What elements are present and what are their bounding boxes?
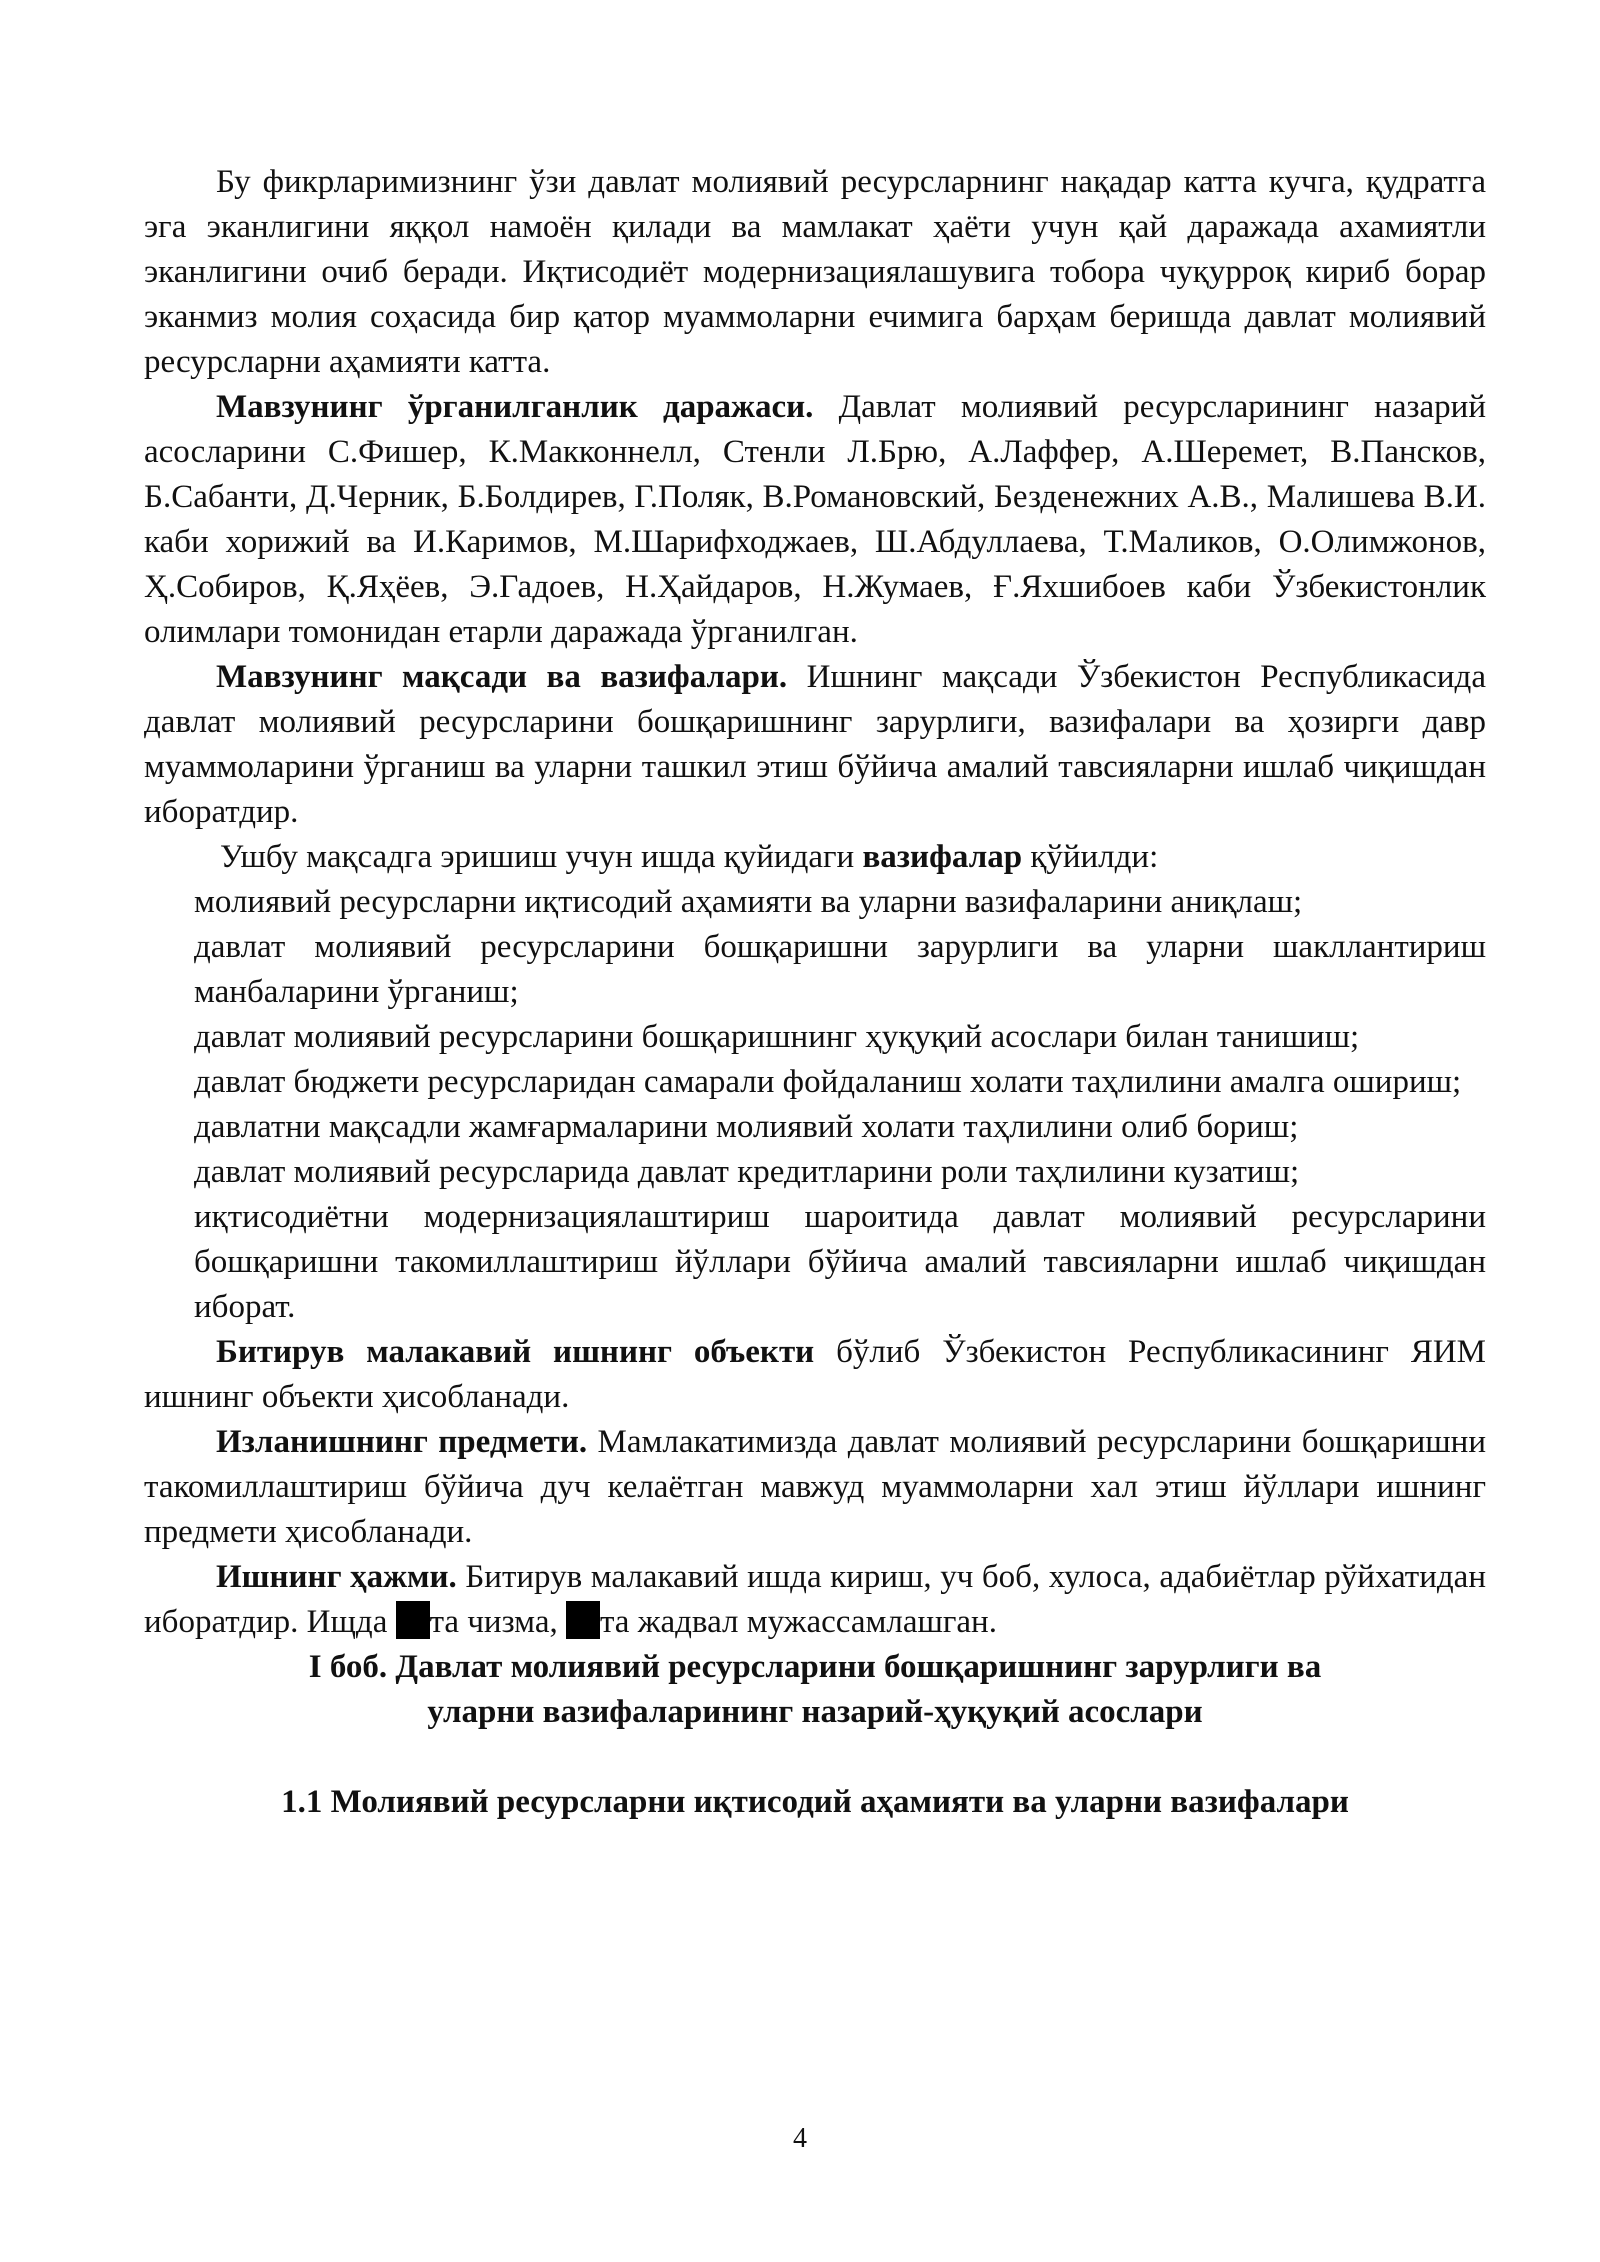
section-heading: 1.1 Молиявий ресурсларни иқтисодий аҳамияти ва уларни вазифалари — [281, 1784, 1349, 1820]
paragraph-subject — [144, 1420, 1486, 1555]
list-item — [144, 1105, 1486, 1150]
tasks-list — [144, 880, 1486, 1330]
list-item-text: иқтисодиётни модернизациялаштириш шароитида давлат молиявий ресурсларини бошқаришни такомиллаштириш йўллари бўйича амалий тавсияларни ишлаб чиқишдан иборат. — [194, 1199, 1486, 1325]
chapter-heading-line-2: уларни вазифаларининг назарий-ҳуқуқий асослари — [427, 1694, 1203, 1730]
list-item — [144, 880, 1486, 925]
list-item — [144, 925, 1486, 1015]
redaction-block — [566, 1601, 600, 1639]
object-title: Битирув малакавий ишнинг объекти — [216, 1334, 815, 1370]
paragraph-volume — [144, 1555, 1486, 1645]
page-number: 4 — [793, 2123, 807, 2154]
list-item-text: давлат молиявий ресурсларини бошқаришнинг ҳуқуқий асослари билан танишиш; — [194, 1019, 1360, 1055]
list-item-text: давлат молиявий ресурсларини бошқаришни зарурлиги ва уларни шакллантириш манбаларини ўрганиш; — [194, 929, 1486, 1010]
tasks-intro-after: қўйилди: — [1022, 839, 1159, 875]
paragraph-research-degree — [144, 385, 1486, 655]
list-item-text: молиявий ресурсларни иқтисодий аҳамияти ва уларни вазифаларини аниқлаш; — [194, 884, 1303, 920]
paragraph-intro: Бу фикрларимизнинг ўзи давлат молиявий ресурсларнинг нақадар катта кучга, қудратга эга эканлигини яққол намоён қилади ва мамлакат ҳаёти учун қай даражада ахамиятли эканлигини очиб беради. Иқтисодиёт модернизациялашувига тобора чуқурроқ кириб борар эканмиз молия соҳасида бир қатор муаммоларни ечимига барҳам беришда давлат молиявий ресурсларни аҳамияти катта. — [144, 164, 1486, 380]
chapter-heading-line-1: I боб. Давлат молиявий ресурсларини бошқаришнинг зарурлиги ва — [308, 1649, 1322, 1685]
goals-text: Ишнинг мақсади Ўзбекистон Республикасида давлат молиявий ресурсларини бошқаришнинг зарурлиги, вазифалари ва ҳозирги давр муаммоларини ўрганиш ва уларни ташкил этиш бўйича амалий тавсияларни ишлаб чиқишдан иборатдир. — [144, 659, 1486, 830]
list-item — [144, 1015, 1486, 1060]
paragraph-goals — [144, 655, 1486, 835]
research-degree-title: Мавзунинг ўрганилганлик даражаси. — [216, 389, 814, 425]
research-degree-text: Давлат молиявий ресурсларининг назарий асосларини С.Фишер, К.Макконнелл, Стенли Л.Брю, А.Лаффер, А.Шеремет, В.Пансков, Б.Сабанти, Д.Черник, Б.Болдирев, Г.Поляк, В.Романовский, Безденежних А.В., Малишева В.И. каби хорижий ва И.Каримов, М.Шарифходжаев, Ш.Абдуллаева, Т.Маликов, О.Олимжонов, Ҳ.Собиров, Қ.Яҳёев, Э.Гадоев, Н.Ҳайдаров, Н.Жумаев, Ғ.Яхшибоев каби Ўзбекистонлик олимлари томонидан етарли даражада ўрганилган. — [144, 389, 1486, 650]
subject-text: Мамлакатимизда давлат молиявий ресурсларини бошқаришни такомиллаштириш бўйича дуч келаётган мавжуд муаммоларни хал этиш йўллари ишнинг предмети ҳисобланади. — [144, 1424, 1486, 1550]
list-item-text: давлат бюджети ресурсларидан самарали фойдаланиш холати таҳлилини амалга ошириш; — [194, 1064, 1462, 1100]
list-item — [144, 1195, 1486, 1330]
list-item-text: давлатни мақсадли жамғармаларини молиявий холати таҳлилини олиб бориш; — [194, 1109, 1299, 1145]
volume-text-3: та жадвал мужассамлашган. — [599, 1604, 997, 1640]
volume-text-2: та чизма, — [429, 1604, 566, 1640]
object-text: бўлиб Ўзбекистон Республикасининг ЯИМ ишнинг объекти ҳисобланади. — [144, 1334, 1487, 1415]
goals-title: Мавзунинг мақсади ва вазифалари. — [216, 659, 788, 695]
subject-title: Изланишнинг предмети. — [216, 1424, 588, 1460]
paragraph-tasks-intro — [144, 835, 1486, 880]
volume-text-1: Битирув малакавий ишда кириш, уч боб, хулоса, адабиётлар рўйхатидан иборатдир. Ищда — [144, 1559, 1486, 1640]
list-item — [144, 1060, 1486, 1105]
list-item — [144, 1150, 1486, 1195]
redaction-block — [396, 1601, 430, 1639]
volume-title: Ишнинг ҳажми. — [216, 1559, 457, 1595]
tasks-intro-before: Ушбу мақсадга эришиш учун ишда қуйидаги — [220, 839, 863, 875]
list-item-text: давлат молиявий ресурсларида давлат кредитларини роли таҳлилини кузатиш; — [194, 1154, 1300, 1190]
tasks-intro-bold: вазифалар — [862, 839, 1023, 875]
chapter-heading — [144, 1645, 1486, 1735]
page-body — [144, 160, 1486, 1825]
paragraph-object — [144, 1330, 1486, 1420]
